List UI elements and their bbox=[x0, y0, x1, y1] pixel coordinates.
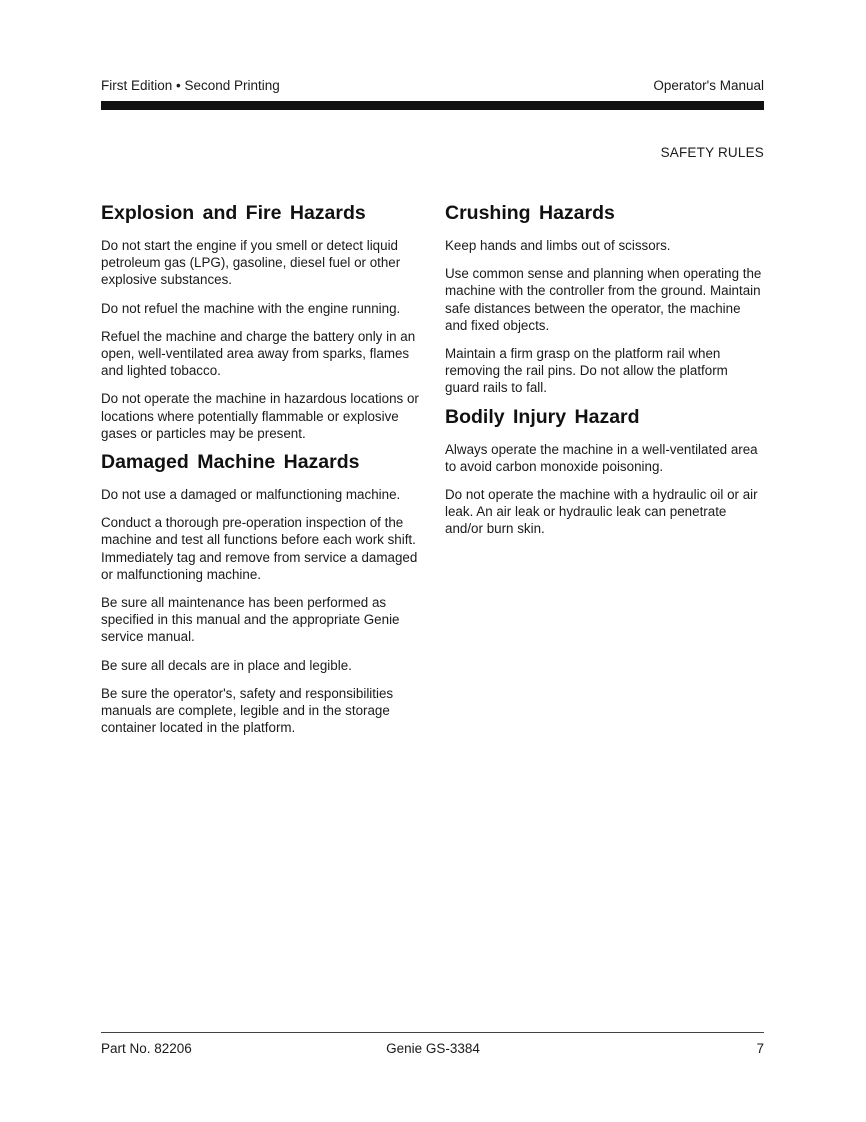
paragraph: Be sure all maintenance has been performed as specified in this manual and the appropriate Genie service manual. bbox=[101, 595, 400, 645]
paragraph: Be sure the operator's, safety and responsibilities manuals are complete, legible and in the storage container located in the platform. bbox=[101, 685, 394, 736]
bodily-injury-heading: Bodily Injury Hazard bbox=[445, 405, 640, 428]
paragraph: Do not operate the machine in hazardous locations or locations where potentially flammable or explosive gases or particles may be present. bbox=[101, 391, 419, 441]
explosion-fire-section bbox=[101, 201, 419, 442]
paragraph: Refuel the machine and charge the battery only in an open, well-ventilated area away from sparks, flames and lighted tobacco. bbox=[101, 328, 416, 379]
crushing-heading: Crushing Hazards bbox=[445, 202, 615, 224]
header-rule bbox=[101, 101, 764, 110]
section-label: SAFETY RULES bbox=[660, 145, 764, 160]
crushing-section bbox=[445, 201, 763, 397]
manual-title: Operator's Manual bbox=[653, 78, 764, 93]
paragraph: Maintain a firm grasp on the platform rail when removing the rail pins. Do not allow the platform guard rails to fall. bbox=[445, 346, 728, 396]
paragraph: Do not refuel the machine with the engine running. bbox=[101, 300, 401, 316]
paragraph: Be sure all decals are in place and legible. bbox=[101, 657, 352, 673]
edition-label: First Edition • Second Printing bbox=[101, 78, 280, 93]
right-column bbox=[445, 201, 763, 549]
part-number: Part No. 82206 bbox=[101, 1041, 192, 1056]
paragraph: Do not use a damaged or malfunctioning machine. bbox=[101, 487, 401, 503]
page-number: 7 bbox=[756, 1041, 764, 1056]
left-column bbox=[101, 201, 419, 747]
paragraph: Always operate the machine in a well-ventilated area to avoid carbon monoxide poisoning. bbox=[445, 441, 758, 474]
model-name: Genie GS-3384 bbox=[386, 1041, 480, 1056]
paragraph: Keep hands and limbs out of scissors. bbox=[445, 238, 671, 253]
paragraph: Do not operate the machine with a hydraulic oil or air leak. An air leak or hydraulic leak can penetrate and/or burn skin. bbox=[445, 487, 758, 537]
paragraph: Do not start the engine if you smell or detect liquid petroleum gas (LPG), gasoline, diesel fuel or other explosive substances. bbox=[101, 238, 401, 288]
paragraph: Use common sense and planning when operating the machine with the controller from the ground. Maintain safe distances between the operator, the machine and fixed objects. bbox=[445, 266, 762, 333]
damaged-machine-heading: Damaged Machine Hazards bbox=[101, 451, 360, 474]
damaged-machine-section bbox=[101, 450, 419, 736]
bodily-injury-section bbox=[445, 405, 763, 538]
paragraph: Conduct a thorough pre-operation inspection of the machine and test all functions before each work shift. Immediately tag and remove from service a damaged or malfunctioning machine. bbox=[101, 515, 418, 582]
explosion-fire-heading: Explosion and Fire Hazards bbox=[101, 202, 366, 224]
footer-rule bbox=[101, 1032, 764, 1033]
